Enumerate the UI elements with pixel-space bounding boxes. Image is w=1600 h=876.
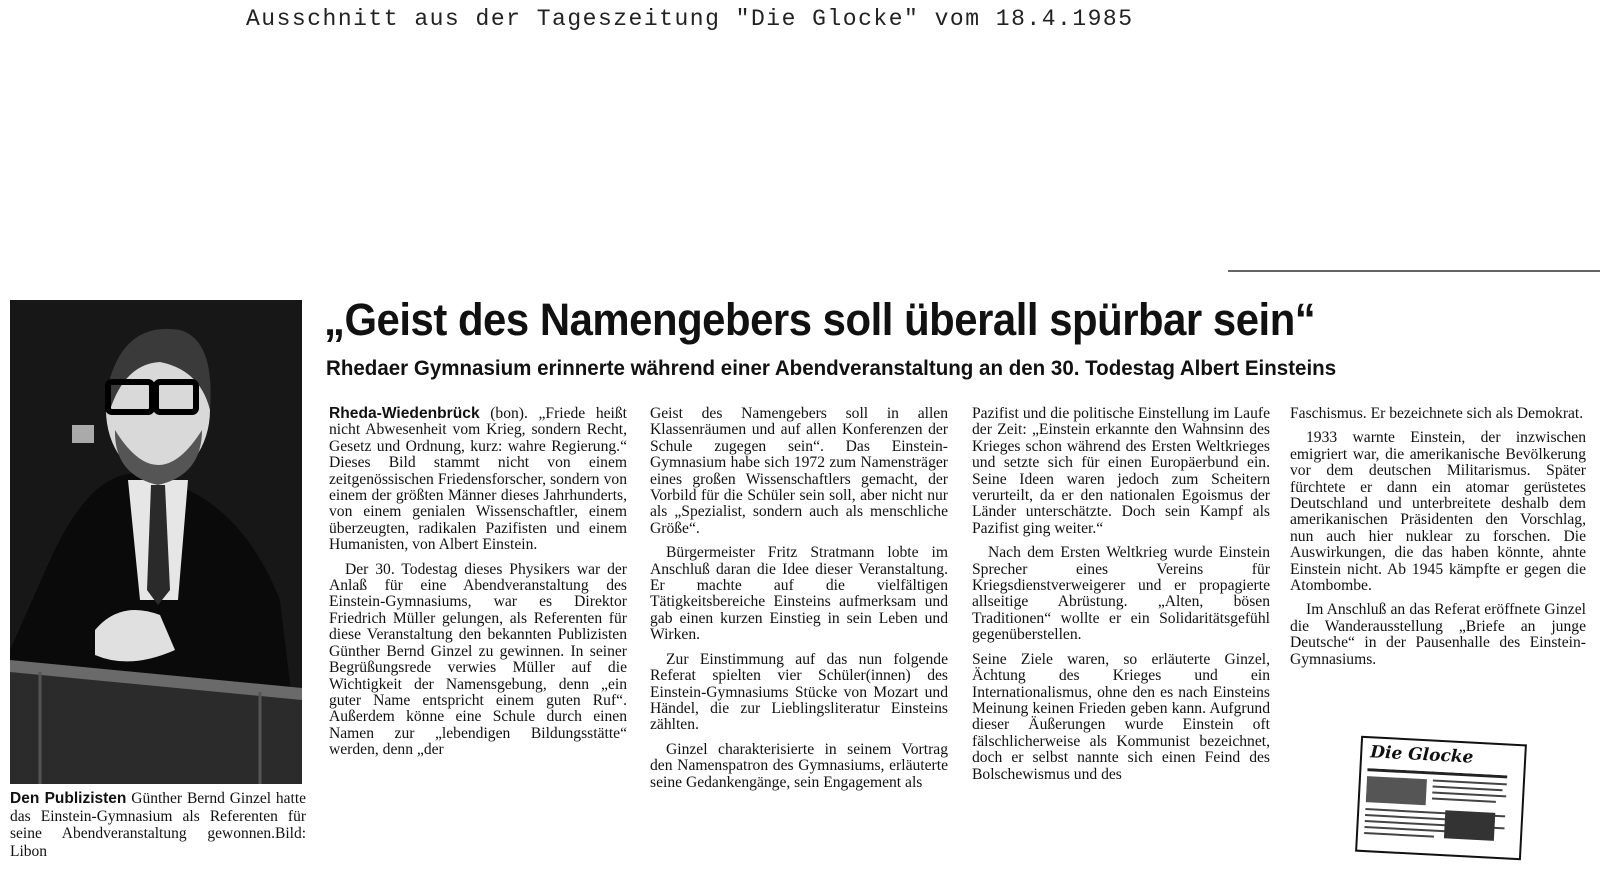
- newspaper-print-icon: [1363, 768, 1517, 852]
- article-column-4: [1290, 406, 1586, 676]
- subheadline: Rhedaer Gymnasium erinnerte während einer Abendveranstaltung an den 30. Todestag Albert Einsteins: [326, 356, 1337, 380]
- paragraph: Bürgermeister Fritz Stratmann lobte im Anschluß daran die Idee dieser Veranstaltung. Er machte auf die vielfältigen Tätigkeitsbereiche Einsteins aufmerksam und gab einen kurzen Einstieg in sein Leben und Wirken.: [650, 544, 948, 644]
- paragraph: Seine Ziele waren, so erläuterte Ginzel, Ächtung des Krieges und ein Internationalismus, ohne den es nach Einsteins Meinung keinen Frieden geben kann. Aufgrund dieser Äußerungen wurde Einstein oft fälschlicherweise als Kommunist bezeichnet, doch er selbst nannte sich einen Feind des Bolschewismus und des: [972, 650, 1270, 783]
- headline: „Geist des Namengebers soll überall spürbar sein“: [324, 294, 1316, 345]
- caption-lead: Den Publizisten: [10, 790, 127, 807]
- paragraph: Pazifist und die politische Einstellung im Laufe der Zeit: „Einstein erkannte den Wahnsinn des Krieges schon während des Ersten Weltkrieges und setzte sich für einen Europäerbund ein. Seine Ideen waren jedoch zum Scheitern verurteilt, da er den nationalen Egoismus der Länder unterschätzte. Doch sein Kampf als Pazifist ging weiter.“: [972, 405, 1270, 537]
- logo-title: Die Glocke: [1369, 742, 1474, 768]
- paragraph: Nach dem Ersten Weltkrieg wurde Einstein Sprecher eines Vereins für Kriegsdienstverweigerer und er propagierte allseitige Abrüstung. „Alten, bösen Traditionen“ wollte er ein Solidaritätsgefühl gegenüberstellen.: [972, 544, 1270, 644]
- paragraph: [329, 406, 627, 554]
- caption-text: Günther Bernd Ginzel hatte das Einstein-Gymnasium als Referenten für seine Abendveranstaltung gewonnen.Bild: Libon: [10, 790, 307, 860]
- article-column-3: [972, 406, 1270, 791]
- paragraph: Zur Einstimmung auf das nun folgende Referat spielten vier Schüler(innen) des Einstein-Gymnasiums Stücke von Mozart und Händel, die zur Lieblingsliteratur Einsteins zählten.: [650, 650, 948, 734]
- paragraph: 1933 warnte Einstein, der inzwischen emigriert war, die amerikanische Bevölkerung vor dem deutschen Militarismus. Später fürchtete er dann ein atomar gerüstetes Deutschland und unterbreitete deshalb dem amerikanischen Präsidenten den Vorschlag, nun auch hier nuklear zu forschen. Die Auswirkungen, die das haben könnte, ahnte Einstein nicht. Ab 1945 kämpfte er gegen die Atombombe.: [1290, 429, 1586, 595]
- paragraph: Ginzel charakterisierte in seinem Vortrag den Namenspatron des Gymnasiums, erläuterte seine Gedankengänge, sein Engagement als: [650, 740, 948, 791]
- photo-caption: [10, 790, 306, 860]
- speaker-photo: [10, 300, 302, 784]
- paragraph-text: (bon). „Friede heißt nicht Abwesenheit vom Krieg, sondern Recht, Gesetz und Ordnung, kurz: wahre Regierung.“ Dieses Bild stammt nicht von einem zeitgenössischen Friedensforscher, sondern von einem der größten Männer dieses Jahrhunderts, von einem genialen Wissenschaftler, einem überzeugten, radikalen Pazifisten und einem Humanisten, von Albert Einstein.: [329, 405, 627, 554]
- column-rule: [1228, 270, 1600, 272]
- article-column-1: [329, 406, 627, 767]
- paragraph: Geist des Namengebers soll in allen Klassenräumen und auf allen Konferenzen der Schule zugegen sein“. Das Einstein-Gymnasium habe sich 1972 zum Namensträger eines großen Wissenschaftlers gemacht, der Vorbild für die Schüler sein soll, aber nicht nur als „Spezialist, sondern auch als menschliche Größe“.: [650, 405, 948, 537]
- paragraph: Der 30. Todestag dieses Physikers war der Anlaß für eine Abendveranstaltung des Einstein-Gymnasiums, war es Direktor Friedrich Müller gelungen, als Referenten für diese Veranstaltung den bekannten Publizisten Günther Bernd Ginzel zu gewinnen. In seiner Begrüßungsrede verwies Müller auf die Wichtigkeit der Namensgebung, denn „ein guter Name entspricht einem guten Ruf“. Außerdem könne eine Schule durch einen Namen zur „lebendigen Bildungsstätte“ werden, denn „der: [329, 560, 627, 759]
- article-column-2: [650, 406, 948, 799]
- paragraph: Faschismus. Er bezeichnete sich als Demokrat.: [1290, 405, 1584, 422]
- dateline: Rheda-Wiedenbrück: [329, 405, 480, 422]
- source-line: Ausschnitt aus der Tageszeitung "Die Glocke" vom 18.4.1985: [246, 6, 1134, 32]
- newspaper-logo: [1355, 736, 1527, 861]
- paragraph: Im Anschluß an das Referat eröffnete Ginzel die Wanderausstellung „Briefe an junge Deutsche“ in der Pausenhalle des Einstein-Gymnasiums.: [1290, 601, 1586, 668]
